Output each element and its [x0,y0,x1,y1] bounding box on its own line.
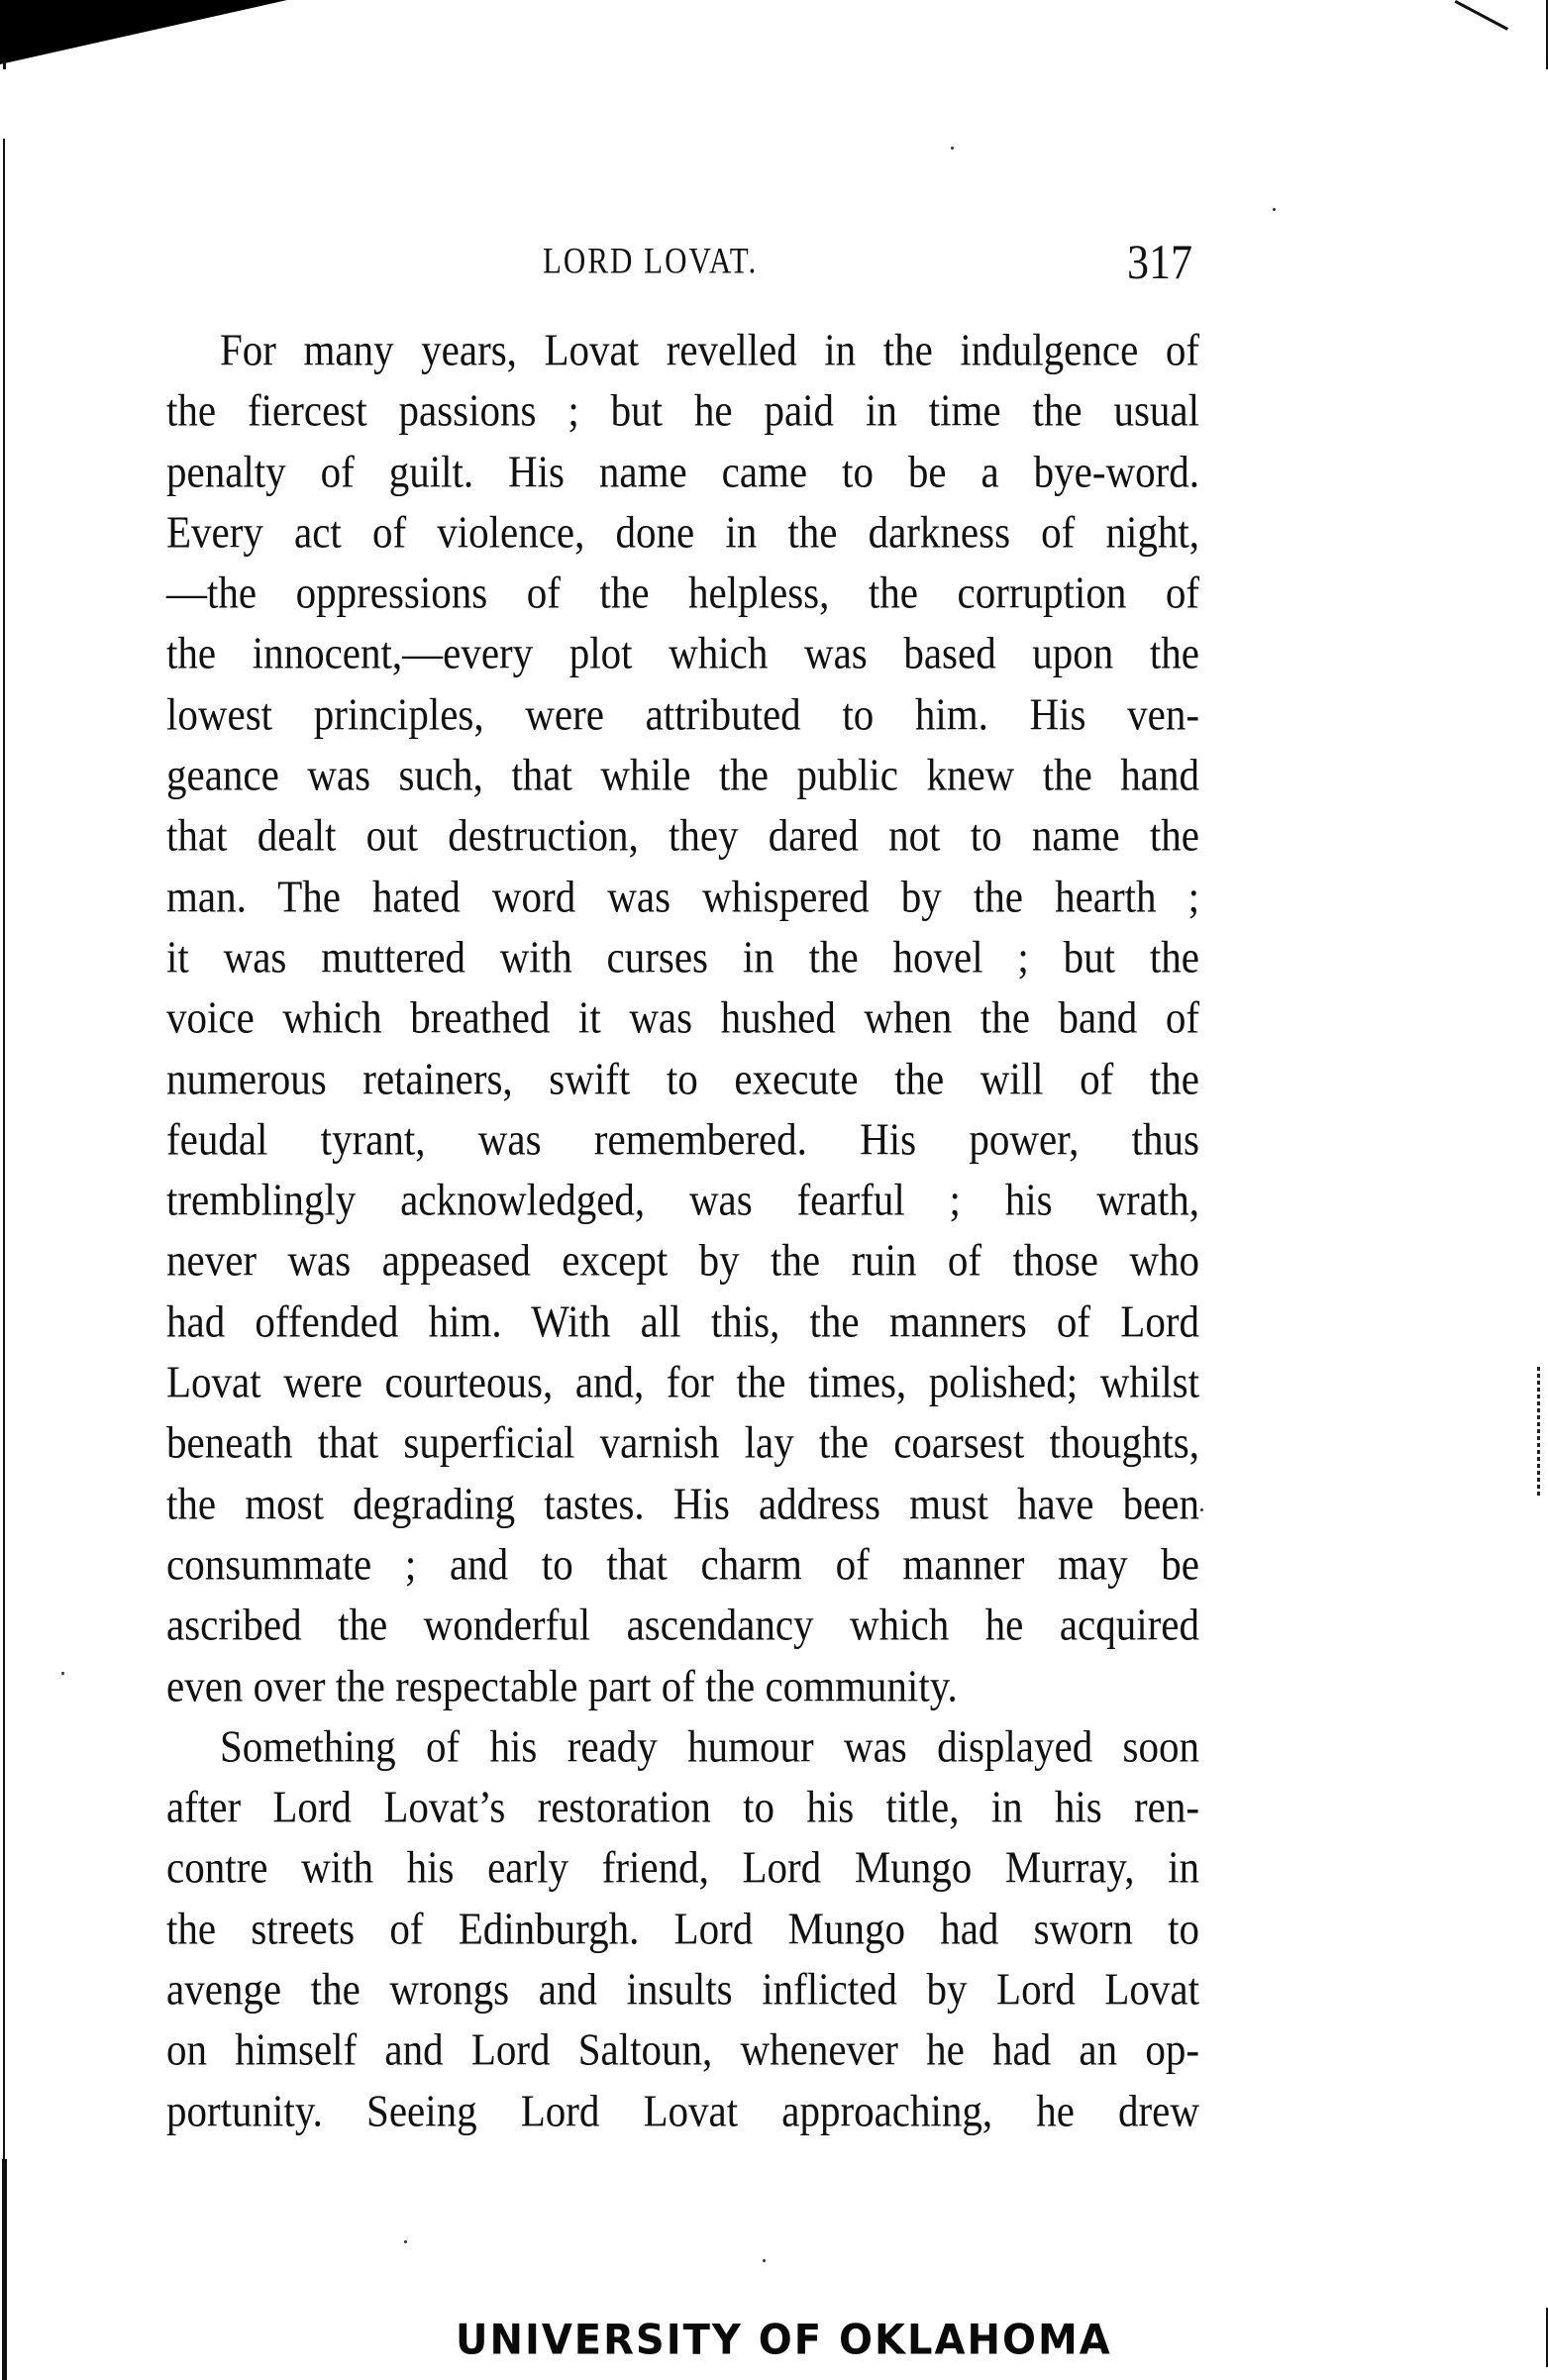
scan-fold-mark [1441,0,1508,56]
library-stamp: UNIVERSITY OF OKLAHOMA [456,2316,1112,2365]
text-line: ascribed the wonderful ascendancy which he acquired [166,1599,1199,1650]
text-line: consummate ; and to that charm of manner may be [166,1538,1199,1590]
text-line: avenge the wrongs and insults inflicted by Lord Lovat [166,1963,1199,2015]
scan-speck [763,2259,766,2262]
text-line: Lovat were courteous, and, for the times, polished; whilst [166,1356,1199,1407]
page-number: 317 [1127,235,1192,289]
text-line: portunity. Seeing Lord Lovat approaching, he drew [166,2084,1199,2136]
scan-left-edge [3,59,6,69]
text-line: never was appeased except by the ruin of those who [166,1234,1199,1287]
text-line: the streets of Edinburgh. Lord Mungo had sworn to [166,1902,1199,1954]
scan-left-edge [3,139,5,2380]
text-line: man. The hated word was whispered by the hearth ; [166,870,1199,922]
text-line: the innocent,—every plot which was based upon the [166,627,1199,679]
text-line: voice which breathed it was hushed when the band of [166,991,1199,1043]
text-line: feudal tyrant, was remembered. His power, thus [166,1113,1199,1165]
text-line: it was muttered with curses in the hovel ; but the [166,931,1199,983]
text-line: numerous retainers, swift to execute the will of the [166,1052,1199,1104]
body-text [166,320,1199,2141]
text-line: tremblingly acknowledged, was fearful ; his wrath, [166,1174,1199,1225]
scan-corner-shadow [0,0,287,64]
scan-speck [951,147,954,150]
text-line: —the oppressions of the helpless, the corruption of [166,567,1199,618]
text-line: that dealt out destruction, they dared not to name the [166,809,1199,862]
text-line: after Lord Lovat’s restoration to his title, in his ren- [166,1781,1199,1832]
text-line: on himself and Lord Saltoun, whenever he had an op- [166,2023,1199,2075]
running-head: LORD LOVAT. [543,240,759,281]
scan-left-edge [2,2159,7,2380]
scan-speck [61,1672,64,1675]
page-header [0,234,1548,289]
text-line: had offended him. With all this, the manners of Lord [166,1294,1199,1347]
text-line: penalty of guilt. His name came to be a bye-word. [166,445,1199,497]
text-line: contre with his early friend, Lord Mungo Murray, in [166,1841,1199,1894]
text-line: even over the respectable part of the community. [166,1659,958,1711]
text-line: Every act of violence, done in the darkness of night, [166,506,1199,558]
text-line: Something of his ready humour was displayed soon [220,1719,1199,1772]
text-line: the most degrading tastes. His address must have been [166,1477,1199,1529]
text-line: For many years, Lovat revelled in the indulgence of [220,324,1199,375]
text-line: geance was such, that while the public knew the hand [166,749,1199,800]
scan-gutter-marks [1537,1367,1540,1496]
text-line: beneath that superficial varnish lay the coarsest thoughts, [166,1416,1199,1469]
text-line: lowest principles, were attributed to him. His ven- [166,687,1199,740]
scan-speck [1200,1508,1203,1511]
text-line: the fiercest passions ; but he paid in time the usual [166,384,1199,436]
scan-speck [404,2240,407,2243]
scan-speck [1273,208,1276,211]
